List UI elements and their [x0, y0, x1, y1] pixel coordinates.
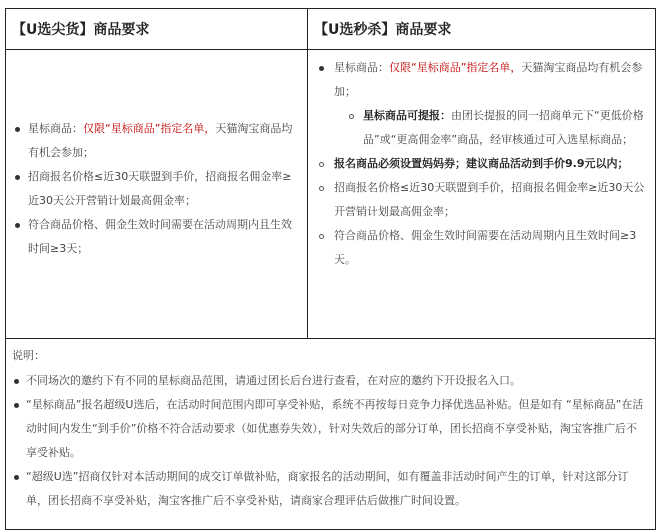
header-u-jianhuo: 【U选尖货】商品要求 [6, 9, 308, 50]
note-item: “星标商品”报名超级U选后，在活动时间范围内即可享受补贴，系统不再按每日竞争力择优选品补贴。但是如有 “星标商品”在活动时间内发生“到手价”价格不符合活动要求（如优惠券失效），针对失效后的部分订单，团长招商不享受补贴，淘宝客推广后不享受补贴。 [6, 393, 655, 465]
list-item: 符合商品价格、佣金生效时间需要在活动周期内且生效时间≥3天； [6, 213, 306, 261]
miaosha-requirements-cell [308, 50, 655, 339]
bullet-icon [14, 475, 19, 480]
header-u-miaosha: 【U选秒杀】商品要求 [308, 9, 655, 50]
note-item: “超级U选”招商仅针对本活动期间的成交订单做补贴，商家报名的活动期间，如有覆盖非活动时间产生的订单，针对这部分订单，团长招商不享受补贴，淘宝客推广后不享受补贴，请商家合理评估后做推广时间设置。 [6, 465, 655, 513]
list-item: 报名商品必须设置妈妈券；建议商品活动到手价9.9元以内； [308, 152, 653, 176]
bullet-icon [319, 66, 324, 71]
circle-bullet-icon [319, 186, 324, 191]
jianhuo-list [6, 117, 306, 261]
bullet-icon [15, 127, 20, 132]
bullet-icon [14, 403, 19, 408]
highlight-text: 仅限“星标商品”指定名单， [83, 122, 216, 135]
circle-bullet-icon [349, 114, 354, 119]
sub-list-item: 星标商品可提报：由团长提报的同一招商单元下“更低价格品”或“更高佣金率”商品，经审核通过可入选星标商品； [308, 104, 653, 152]
notes-title: 说明： [12, 349, 45, 362]
list-item: 星标商品：仅限“星标商品”指定名单，天猫淘宝商品均有机会参加； [6, 117, 306, 165]
highlight-text: 必须设置妈妈券； [378, 157, 466, 170]
circle-bullet-icon [319, 234, 324, 239]
note-item: 不同场次的邀约下有不同的星标商品范围，请通过团长后台进行查看，在对应的邀约下开设报名入口。 [6, 369, 655, 393]
list-item: 星标商品：仅限“星标商品”指定名单，天猫淘宝商品均有机会参加； [308, 56, 653, 104]
list-item: 招商报名价格≤近30天联盟到手价，招商报名佣金率≥近30天公开营销计划最高佣金率； [6, 165, 306, 213]
bullet-icon [14, 379, 19, 384]
jianhuo-requirements-cell [6, 50, 308, 339]
list-item: 符合商品价格、佣金生效时间需要在活动周期内且生效时间≥3天。 [308, 224, 653, 272]
bullet-icon [15, 223, 20, 228]
notes-list [6, 369, 655, 513]
miaosha-list [308, 56, 653, 272]
list-item: 招商报名价格≤近30天联盟到手价，招商报名佣金率≥近30天公开营销计划最高佣金率； [308, 176, 653, 224]
highlight-text: 仅限“星标商品”指定名单， [389, 61, 522, 74]
circle-bullet-icon [319, 162, 324, 167]
notes-section [6, 339, 655, 529]
bullet-icon [15, 175, 20, 180]
requirements-table [5, 8, 656, 530]
